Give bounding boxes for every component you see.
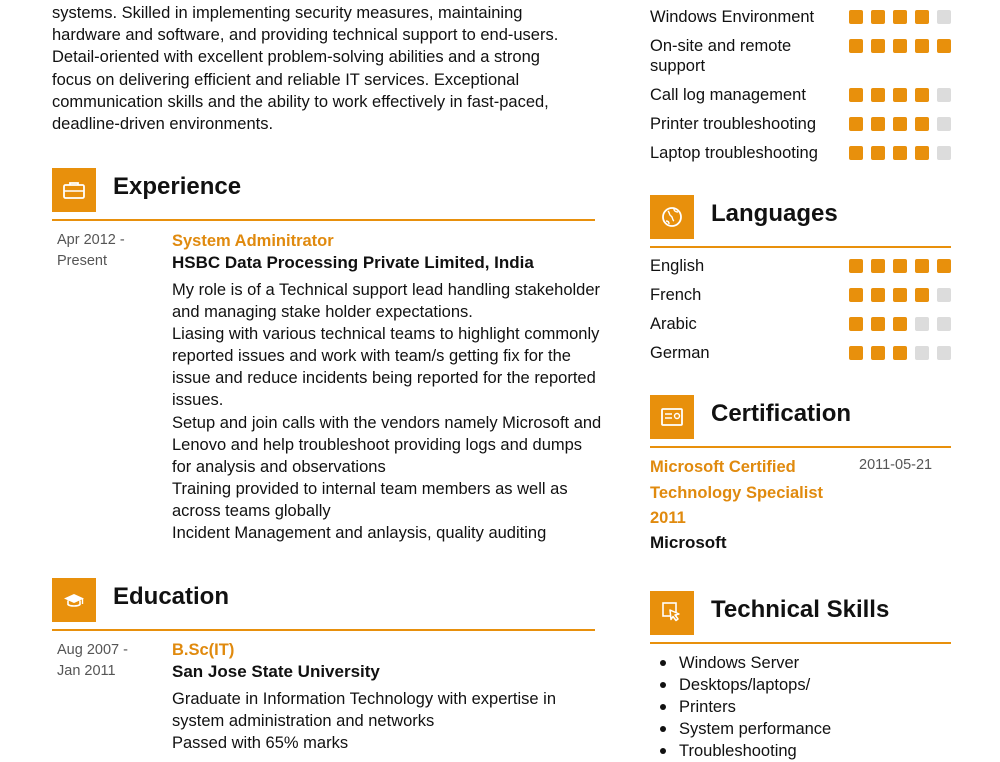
certification-header: [650, 395, 951, 448]
experience-desc-item: My role is of a Technical support lead handling stakeholder and managing stake holder expectations.: [172, 281, 601, 322]
skill-label: On-site and remote support: [650, 37, 792, 75]
rating-dot-filled: [893, 10, 907, 24]
list-item: System performance: [650, 718, 831, 740]
experience-header: [52, 168, 595, 221]
education-title: Education: [113, 583, 230, 610]
rating-dot-filled: [915, 259, 929, 273]
summary-line: systems. Skilled in implementing security measures, maintaining: [52, 4, 523, 22]
rating-dot-filled: [937, 39, 951, 53]
summary-line: deadline-driven environments.: [52, 115, 274, 134]
rating-dot-empty: [937, 88, 951, 102]
education-date-to: Jan 2011: [57, 663, 116, 679]
graduation-cap-icon: [52, 578, 96, 622]
rating-dot-filled: [893, 39, 907, 53]
skill-label: Laptop troubleshooting: [650, 144, 818, 162]
experience-role: System Adminitrator: [172, 232, 334, 250]
rating-dot-empty: [915, 346, 929, 360]
rating-dot-filled: [871, 288, 885, 302]
language-rating: [849, 288, 951, 302]
education-description: [172, 688, 602, 754]
rating-dot-filled: [915, 10, 929, 24]
rating-dot-empty: [937, 346, 951, 360]
education-school: San Jose State University: [172, 662, 380, 681]
rating-dot-filled: [849, 288, 863, 302]
rating-dot-filled: [849, 88, 863, 102]
rating-dot-filled: [871, 317, 885, 331]
rating-dot-filled: [937, 259, 951, 273]
rating-dot-filled: [849, 10, 863, 24]
language-label: English: [650, 257, 705, 275]
rating-dot-filled: [849, 146, 863, 160]
experience-title: Experience: [113, 173, 242, 200]
language-rating: [849, 317, 951, 331]
skill-rating: [849, 88, 951, 102]
experience-org: HSBC Data Processing Private Limited, India: [172, 253, 534, 272]
rating-dot-empty: [937, 317, 951, 331]
rating-dot-filled: [871, 10, 885, 24]
language-rating: [849, 259, 951, 273]
certificate-icon: [650, 395, 694, 439]
summary-line: hardware and software, and providing technical support to end-users.: [52, 26, 559, 45]
certification-entry: [650, 455, 951, 555]
language-label: French: [650, 286, 702, 304]
experience-desc-item: Setup and join calls with the vendors namely Microsoft and Lenovo and help troubleshoot providing logs and dumps for analysis and observations: [172, 413, 602, 476]
education-degree: B.Sc(IT): [172, 641, 235, 659]
briefcase-icon: [52, 168, 96, 212]
certification-title: Certification: [711, 400, 852, 427]
experience-date: [57, 230, 157, 272]
skill-rating: [849, 117, 951, 131]
skill-label: Printer troubleshooting: [650, 115, 817, 133]
rating-dot-empty: [915, 317, 929, 331]
cursor-icon: [650, 591, 694, 635]
rating-dot-filled: [871, 88, 885, 102]
experience-entry: [172, 230, 602, 544]
technical-skills-list: [650, 652, 831, 762]
education-date: [57, 640, 157, 682]
skill-label: Windows Environment: [650, 8, 815, 26]
education-date-from: Aug 2007 -: [57, 642, 128, 658]
rating-dot-filled: [893, 117, 907, 131]
skill-rating: [849, 10, 951, 24]
summary-line: Detail-oriented with excellent problem-solving abilities and a strong: [52, 48, 540, 67]
experience-date-to: Present: [57, 253, 107, 269]
certification-date: 2011-05-21: [859, 457, 933, 473]
rating-dot-filled: [849, 117, 863, 131]
certification-name: Microsoft Certified Technology Specialist 2011: [650, 458, 823, 527]
technical-skills-title: Technical Skills: [711, 596, 890, 623]
rating-dot-empty: [937, 146, 951, 160]
languages-header: [650, 195, 951, 248]
rating-dot-filled: [893, 346, 907, 360]
technical-skills-header: [650, 591, 951, 644]
rating-dot-filled: [915, 88, 929, 102]
rating-dot-empty: [937, 288, 951, 302]
skill-rating: [849, 39, 951, 53]
experience-description: [172, 279, 602, 544]
rating-dot-empty: [937, 117, 951, 131]
rating-dot-filled: [871, 346, 885, 360]
summary-line: focus on delivering efficient and reliable IT services. Exceptional: [52, 70, 520, 89]
list-item: Printers: [650, 696, 831, 718]
rating-dot-filled: [915, 117, 929, 131]
education-entry: [172, 639, 602, 754]
education-desc-item: Graduate in Information Technology with expertise in system administration and networks: [172, 690, 556, 731]
rating-dot-filled: [893, 88, 907, 102]
summary: [52, 2, 592, 135]
rating-dot-filled: [849, 39, 863, 53]
rating-dot-filled: [871, 39, 885, 53]
rating-dot-empty: [937, 10, 951, 24]
skill-label: Call log management: [650, 86, 806, 104]
rating-dot-filled: [893, 146, 907, 160]
education-desc-item: Passed with 65% marks: [172, 734, 349, 753]
rating-dot-filled: [915, 288, 929, 302]
certification-issuer: Microsoft: [650, 533, 727, 552]
language-rating: [849, 346, 951, 360]
rating-dot-filled: [871, 146, 885, 160]
rating-dot-filled: [871, 117, 885, 131]
globe-icon: [650, 195, 694, 239]
rating-dot-filled: [849, 259, 863, 273]
list-item: Windows Server: [650, 652, 831, 674]
experience-desc-item: Incident Management and anlaysis, quality auditing: [172, 524, 547, 543]
rating-dot-filled: [915, 39, 929, 53]
rating-dot-filled: [871, 259, 885, 273]
experience-date-from: Apr 2012 -: [57, 232, 125, 248]
rating-dot-filled: [893, 288, 907, 302]
list-item: Desktops/laptops/: [650, 674, 831, 696]
languages-title: Languages: [711, 200, 838, 227]
language-label: Arabic: [650, 315, 697, 333]
rating-dot-filled: [915, 146, 929, 160]
rating-dot-filled: [849, 317, 863, 331]
summary-line: communication skills and the ability to work effectively in fast-paced,: [52, 92, 549, 111]
skill-rating: [849, 146, 951, 160]
list-item: Troubleshooting: [650, 740, 831, 762]
language-label: German: [650, 344, 710, 362]
rating-dot-filled: [893, 317, 907, 331]
rating-dot-filled: [893, 259, 907, 273]
rating-dot-filled: [849, 346, 863, 360]
education-header: [52, 578, 595, 631]
experience-desc-item: Training provided to internal team members as well as across teams globally: [172, 479, 568, 520]
experience-desc-item: Liasing with various technical teams to highlight commonly reported issues and work with team/s getting fix for the issue and reduce incidents being reported for the reported issues.: [172, 325, 600, 410]
